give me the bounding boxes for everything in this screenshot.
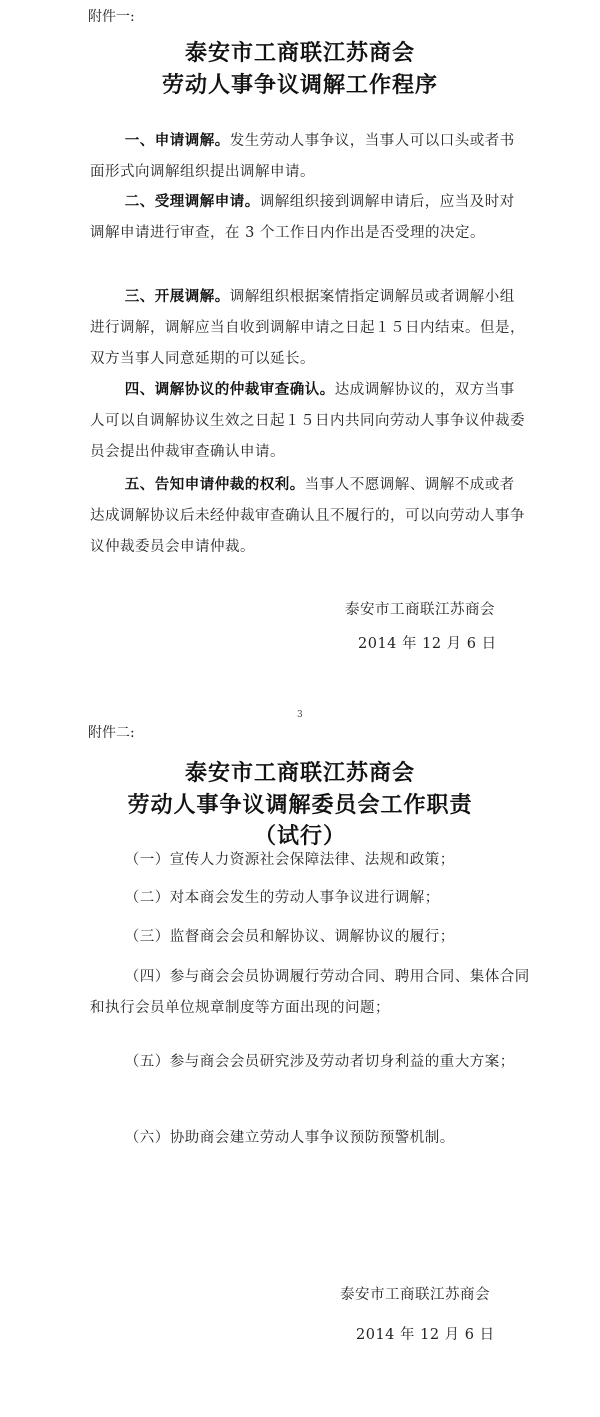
- section-text: 达成调解协议的，双方当事人可以自调解协议生效之日起１５日内共同向劳动人事争议仲裁委员会提出仲裁审查确认申请。: [90, 382, 525, 460]
- section-heading: 一、申请调解。: [124, 132, 230, 149]
- document-title-line3: （试行）: [253, 823, 346, 849]
- section-heading: 五、告知申请仲裁的权利。: [124, 476, 305, 493]
- section-confirm: [90, 374, 528, 468]
- signature-organization: 泰安市工商联江苏商会: [340, 1287, 490, 1303]
- page-number: 3: [297, 710, 303, 720]
- document-title-line1: 泰安市工商联江苏商会: [184, 40, 415, 66]
- signature-date: 2014 年 12 月 6 日: [356, 1327, 495, 1343]
- duty-item: （三）监督商会会员和解协议、调解协议的履行；: [124, 929, 455, 945]
- section-text: 调解组织接到调解申请后，应当及时对调解申请进行审查，在 3 个工作日内作出是否受理的决定。: [90, 194, 515, 241]
- attachment-one-page: [0, 0, 600, 700]
- section-accept: [90, 186, 528, 249]
- attachment-label: 附件二:: [88, 725, 135, 741]
- document-title-line2: 劳动人事争议调解工作程序: [161, 72, 438, 98]
- section-mediate: [90, 281, 528, 375]
- signature-date: 2014 年 12 月 6 日: [358, 636, 497, 652]
- section-text: 当事人不愿调解、调解不成或者达成调解协议后未经仲裁审查确认且不履行的，可以向劳动人事争议仲裁委员会申请仲裁。: [90, 477, 525, 555]
- document-title-line2: 劳动人事争议调解委员会工作职责: [127, 792, 473, 818]
- duty-item: （二）对本商会发生的劳动人事争议进行调解；: [124, 890, 440, 906]
- section-heading: 二、受理调解申请。: [124, 193, 260, 210]
- signature-organization: 泰安市工商联江苏商会: [345, 602, 495, 618]
- section-apply: [90, 125, 528, 188]
- section-text: 调解组织根据案情指定调解员或者调解小组进行调解，调解应当自收到调解申请之日起１５日内结束。但是，双方当事人同意延期的可以延长。: [90, 289, 525, 367]
- document-title-line1: 泰安市工商联江苏商会: [184, 760, 415, 786]
- duty-item: （一）宣传人力资源社会保障法律、法规和政策；: [124, 852, 455, 868]
- section-heading: 四、调解协议的仲裁审查确认。: [124, 381, 335, 398]
- section-text: 发生劳动人事争议，当事人可以口头或者书面形式向调解组织提出调解申请。: [90, 133, 515, 180]
- attachment-two-page: [0, 700, 600, 1417]
- duty-item: （六）协助商会建立劳动人事争议预防预警机制。: [124, 1130, 455, 1146]
- section-heading: 三、开展调解。: [124, 288, 230, 305]
- duty-item: （五）参与商会会员研究涉及劳动者切身利益的重大方案；: [124, 1054, 515, 1070]
- section-arbitration-right: [90, 469, 528, 563]
- duty-item: （四）参与商会会员协调履行劳动合同、聘用合同、集体合同和执行会员单位规章制度等方面出现的问题；: [90, 969, 530, 1016]
- attachment-label: 附件一:: [88, 9, 135, 25]
